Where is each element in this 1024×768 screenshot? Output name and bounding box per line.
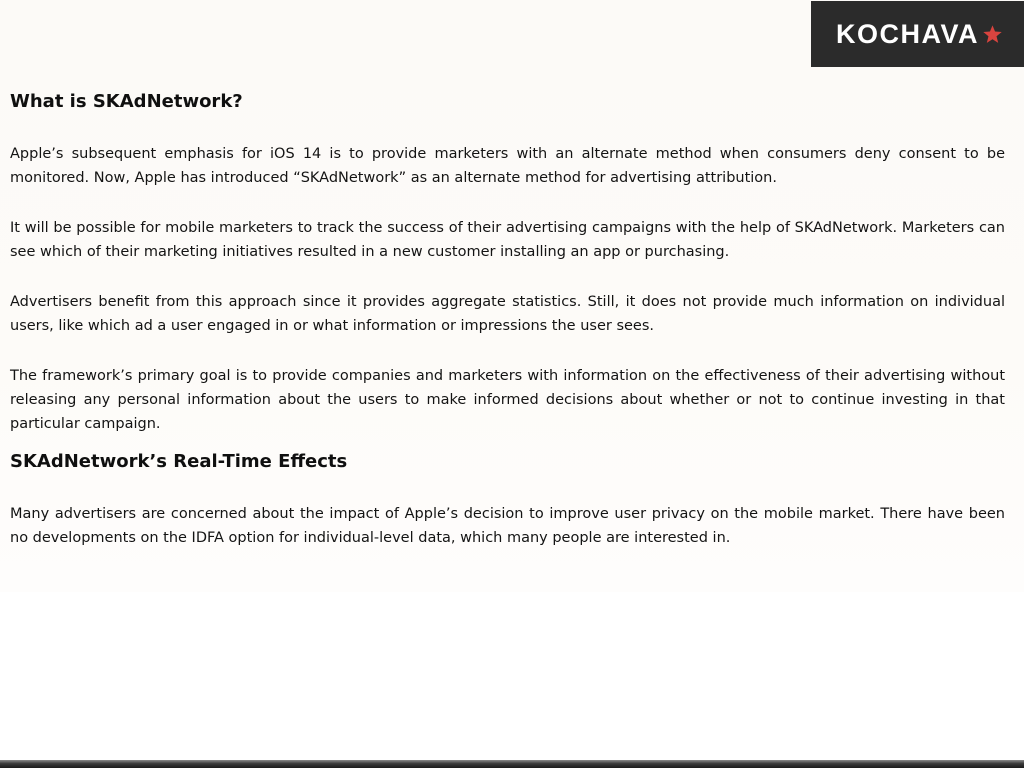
logo-wordmark: KOCHAVA <box>836 18 979 49</box>
paragraph-track-success: It will be possible for mobile marketers to track the success of their advertising campaigns with the help of SKAdNetwork. Marketers can see which of their marketing initiatives resulted in a new customer installing an app or purchasing. <box>10 220 1005 260</box>
kochava-logo <box>811 1 1024 67</box>
slide-background-lower <box>0 592 1024 760</box>
paragraph-aggregate-statistics: Advertisers benefit from this approach since it provides aggregate statistics. Still, it does not provide much information on individual users, like which ad a user engaged in or what information or impressions the user sees. <box>10 294 1005 334</box>
star-icon <box>982 24 1003 45</box>
paragraph-framework-goal: The framework’s primary goal is to provide companies and marketers with information on the effectiveness of their advertising without releasing any personal information about the users to make informed decisions about whether or not to continue investing in that particular campaign. <box>10 368 1005 432</box>
paragraph-ios14-emphasis: Apple’s subsequent emphasis for iOS 14 is to provide marketers with an alternate method when consumers deny consent to be monitored. Now, Apple has introduced “SKAdNetwork” as an alternate method for advertising attribution. <box>10 146 1005 186</box>
paragraph-advertiser-concerns: Many advertisers are concerned about the impact of Apple’s decision to improve user privacy on the mobile market. There have been no developments on the IDFA option for individual-level data, which many people are interested in. <box>10 506 1005 546</box>
section-heading-real-time-effects: SKAdNetwork’s Real-Time Effects <box>10 451 348 472</box>
bottom-border-bar <box>0 760 1024 768</box>
article-body <box>10 88 1005 550</box>
section-heading-what-is-skadnetwork: What is SKAdNetwork? <box>10 91 243 112</box>
